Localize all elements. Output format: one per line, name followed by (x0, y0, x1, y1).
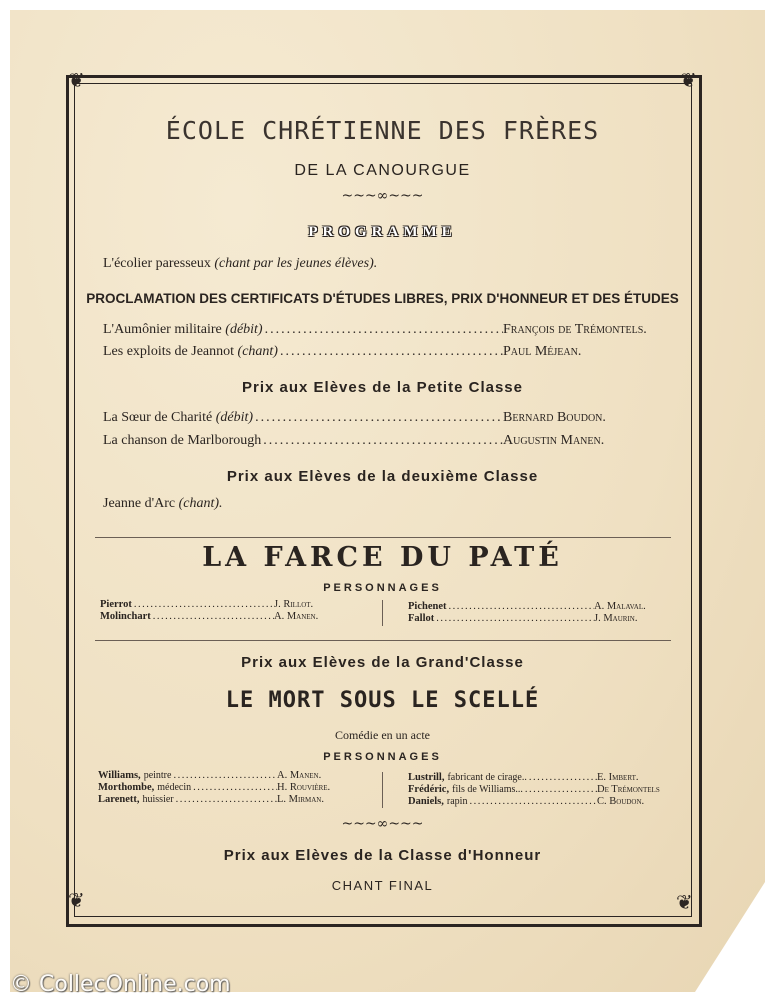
cast-row (98, 794, 353, 805)
cast-row (100, 611, 350, 622)
role-description: médecin (157, 782, 192, 793)
leader-dots (523, 784, 597, 795)
watermark: © CollecOnline.com (10, 972, 231, 997)
programme-entry (103, 410, 671, 426)
actor-name: De Trémontels (597, 784, 660, 795)
section-rule (95, 640, 671, 641)
role-name: Pichenet (408, 601, 447, 612)
programme-entry (103, 433, 671, 449)
work-title: Jeanne d'Arc (103, 496, 176, 511)
performer: François de Trémontels. (503, 322, 647, 337)
role-name: Larenett, (98, 794, 140, 805)
leader-dots (261, 433, 503, 449)
section-rule (95, 537, 671, 538)
role-name: Pierrot (100, 599, 132, 610)
role-description: peintre (143, 770, 172, 781)
role-name: Morthombe, (98, 782, 155, 793)
actor-name: A. Malaval. (594, 601, 646, 612)
actor-name: E. Imbert. (597, 772, 639, 783)
role-name: Daniels, (408, 796, 444, 807)
prize-heading: Prix aux Elèves de la deuxième Classe (226, 468, 539, 485)
leader-dots (527, 772, 597, 783)
column-separator (382, 600, 383, 626)
leader-dots (278, 344, 503, 360)
actor-name: L. Mirman. (277, 794, 324, 805)
leader-dots (467, 796, 597, 807)
corner-ornament-icon: ❦ (680, 68, 697, 92)
performer: Bernard Boudon. (503, 410, 606, 425)
finale-heading: CHANT FINAL (331, 878, 434, 893)
leader-dots (174, 794, 277, 805)
role-description: rapin (446, 796, 468, 807)
cast-row (408, 784, 673, 795)
work-title: L'Aumônier militaire (103, 322, 222, 337)
play-title: LE MORT SOUS LE SCELLÉ (225, 688, 540, 713)
role-name: Frédéric, (408, 784, 450, 795)
cast-heading: PERSONNAGES (323, 751, 442, 763)
proclamation-heading: PROCLAMATION DES CERTIFICATS D'ÉTUDES LIBRES, PRIX D'HONNEUR ET DES ÉTUDES (86, 291, 679, 306)
actor-name: J. Maurin. (594, 613, 638, 624)
prize-heading: Prix aux Elèves de la Petite Classe (242, 379, 523, 396)
role-name: Lustrill, (408, 772, 445, 783)
programme-entry (103, 322, 671, 338)
work-note: (débit) (225, 322, 263, 337)
cast-heading: PERSONNAGES (323, 582, 442, 594)
cast-row (408, 796, 673, 807)
role-description: fabricant de cirage.. (447, 772, 527, 783)
leader-dots (132, 599, 274, 610)
cast-row (98, 770, 353, 781)
leader-dots (253, 410, 503, 426)
torn-corner (695, 882, 765, 992)
actor-name: A. Manen. (274, 611, 319, 622)
role-name: Fallot (408, 613, 435, 624)
opening-item (103, 256, 377, 272)
corner-ornament-icon: ❦ (68, 68, 85, 92)
programme-entry (103, 344, 671, 360)
leader-dots (191, 782, 277, 793)
prize-heading: Prix aux Elèves de la Classe d'Honneur (223, 847, 542, 864)
cast-row (100, 599, 350, 610)
work-note: (chant). (178, 496, 223, 511)
actor-name: J. Rillot. (274, 599, 314, 610)
performer: Paul Méjean. (503, 344, 582, 359)
work-title: L'écolier paresseux (103, 256, 211, 271)
programme-heading: PROGRAMME (308, 224, 457, 240)
column-separator (382, 772, 383, 808)
school-title: ÉCOLE CHRÉTIENNE DES FRÈRES (165, 116, 600, 145)
flourish-divider: ~~~∞~~~ (341, 816, 424, 832)
role-description: huissier (142, 794, 174, 805)
play-title: LA FARCE DU PATÉ (202, 542, 563, 573)
cast-row (408, 772, 673, 783)
performer: Augustin Manen. (503, 433, 605, 448)
corner-ornament-icon: ❦ (68, 888, 85, 912)
role-name: Molinchart (100, 611, 151, 622)
play-subtitle: Comédie en un acte (335, 728, 430, 742)
work-title: Les exploits de Jeannot (103, 344, 235, 359)
leader-dots (434, 613, 594, 624)
leader-dots (171, 770, 277, 781)
cast-row (408, 601, 670, 612)
actor-name: C. Boudon. (597, 796, 645, 807)
work-note: (chant par les jeunes élèves). (214, 256, 378, 271)
role-description: fils de Williams... (452, 784, 523, 795)
programme-entry (103, 496, 223, 512)
work-title: La chanson de Marlborough (103, 433, 262, 448)
leader-dots (263, 322, 503, 338)
role-name: Williams, (98, 770, 141, 781)
actor-name: H. Rouvière. (277, 782, 331, 793)
leader-dots (151, 611, 274, 622)
cast-row (98, 782, 353, 793)
flourish-divider: ~~~∞~~~ (341, 188, 424, 204)
actor-name: A. Manen. (277, 770, 322, 781)
cast-row (408, 613, 670, 624)
school-subtitle: DE LA CANOURGUE (294, 162, 471, 179)
leader-dots (447, 601, 595, 612)
prize-heading: Prix aux Elèves de la Grand'Classe (241, 654, 524, 671)
work-note: (chant) (237, 344, 278, 359)
corner-ornament-icon: ❦ (676, 890, 693, 914)
work-note: (débit) (215, 410, 254, 425)
work-title: La Sœur de Charité (103, 410, 213, 425)
